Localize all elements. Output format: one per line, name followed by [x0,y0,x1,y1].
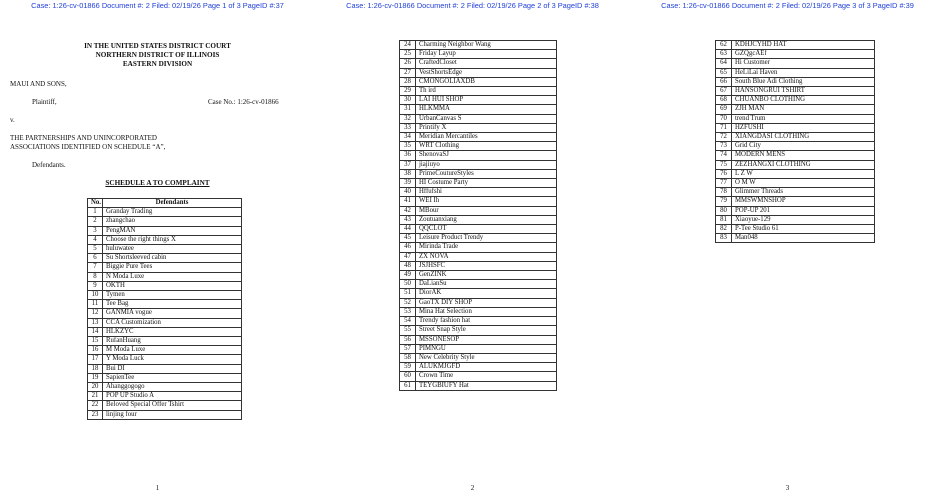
court-caption [0,42,315,69]
defendant-name: Friday Layup [416,50,557,59]
document-page-3 [630,0,945,495]
defendant-name: UrbanCanvas S [416,114,557,123]
defendant-name: HLKZYC [103,327,242,336]
table-row [88,208,242,217]
defendant-name: WEI Ih [416,197,557,206]
defendant-number: 27 [400,68,416,77]
table-row [716,169,875,178]
defendant-name: ShenovaSJ [416,151,557,160]
defendant-number: 56 [400,335,416,344]
table-row [716,105,875,114]
case-header: Case: 1:26-cv-01866 Document #: 2 Filed: 02/19/26 Page 3 of 3 PageID #:39 [661,1,914,10]
defendant-name: Xiaoyue-129 [732,215,875,224]
defendant-number: 52 [400,298,416,307]
table-row [400,271,557,280]
plaintiff-role: Plaintiff, [32,98,57,106]
court-division: EASTERN DIVISION [122,60,193,68]
page-number: 3 [785,484,790,492]
table-row [400,96,557,105]
table-row [400,68,557,77]
defendant-number: 55 [400,326,416,335]
defendant-name: MBour [416,206,557,215]
defendant-number: 19 [88,373,103,382]
defendant-number: 40 [400,188,416,197]
table-row [400,234,557,243]
defendants-caption-line1: THE PARTNERSHIPS AND UNINCORPORATED [10,134,157,142]
table-row [88,355,242,364]
defendant-number: 65 [716,68,732,77]
table-row [400,59,557,68]
table-row [716,151,875,160]
table-row [716,133,875,142]
defendant-name: Y Moda Luck [103,355,242,364]
defendants-caption-line2: ASSOCIATIONS IDENTIFIED ON SCHEDULE “A”, [10,143,166,151]
table-row [400,289,557,298]
court-name: IN THE UNITED STATES DISTRICT COURT [84,42,231,50]
defendant-number: 22 [88,401,103,410]
table-row [88,346,242,355]
column-header-defendants: Defendants [103,199,242,208]
defendant-number: 23 [88,410,103,419]
table-row [88,254,242,263]
defendant-number: 75 [716,160,732,169]
defendant-number: 60 [400,372,416,381]
defendant-number: 37 [400,160,416,169]
defendant-name: PengMAN [103,226,242,235]
table-row [716,197,875,206]
defendant-name: P-Tee Studio 61 [732,225,875,234]
defendant-number: 3 [88,226,103,235]
defendant-number: 53 [400,307,416,316]
defendant-name: GANMIA vogue [103,309,242,318]
table-row [400,160,557,169]
defendant-name: HZFUSHI [732,123,875,132]
page-number: 2 [470,484,475,492]
defendant-number: 51 [400,289,416,298]
table-row [88,263,242,272]
defendant-name: Hffufshi [416,188,557,197]
defendant-name: Meridian Mercantiles [416,133,557,142]
defendant-number: 25 [400,50,416,59]
defendant-name: MODERN MENS [732,151,875,160]
defendant-number: 42 [400,206,416,215]
defendant-number: 58 [400,353,416,362]
defendant-name: Printify X [416,123,557,132]
defendant-number: 17 [88,355,103,364]
defendant-number: 28 [400,77,416,86]
defendant-name: New Celebrity Style [416,353,557,362]
table-row [400,188,557,197]
table-row [88,373,242,382]
page-number: 1 [155,484,160,492]
defendant-number: 67 [716,87,732,96]
table-row [88,364,242,373]
defendant-number: 54 [400,317,416,326]
defendant-number: 62 [716,41,732,50]
defendant-name: Crown Time [416,372,557,381]
defendant-name: CMONGOLIAXDB [416,77,557,86]
table-row [716,41,875,50]
defendant-name: XIANGDASI CLOTHING [732,133,875,142]
court-district: NORTHERN DISTRICT OF ILLINOIS [95,51,220,59]
defendant-number: 7 [88,263,103,272]
defendant-name: SapienTee [103,373,242,382]
defendant-name: PrimeCoutureStyles [416,169,557,178]
table-row [88,235,242,244]
table-row [88,272,242,281]
table-row [716,188,875,197]
defendant-number: 39 [400,179,416,188]
table-row [400,280,557,289]
defendant-number: 76 [716,169,732,178]
table-row [716,59,875,68]
defendants-table [715,40,875,243]
defendant-name: Th ird [416,87,557,96]
table-row [400,179,557,188]
table-row [88,281,242,290]
table-row [716,234,875,243]
defendant-name: OKTH [103,281,242,290]
table-row [400,307,557,316]
column-header-no: No. [88,199,103,208]
table-row [88,217,242,226]
defendant-name: Tee Bag [103,300,242,309]
table-row [716,114,875,123]
defendant-number: 21 [88,392,103,401]
defendant-number: 41 [400,197,416,206]
table-row [716,160,875,169]
table-row [716,68,875,77]
defendant-number: 18 [88,364,103,373]
table-row [400,261,557,270]
table-row [716,215,875,224]
defendant-name: linjing four [103,410,242,419]
table-row [716,87,875,96]
document-page-2 [315,0,630,495]
defendant-number: 43 [400,215,416,224]
table-row [88,410,242,419]
defendant-number: 1 [88,208,103,217]
table-row [400,335,557,344]
defendant-number: 48 [400,261,416,270]
defendant-name: L Z W [732,169,875,178]
defendant-number: 70 [716,114,732,123]
defendant-number: 13 [88,318,103,327]
table-row [400,243,557,252]
defendant-name: POP UP Studio A [103,392,242,401]
defendant-name: Beloved Special Offer Tshirt [103,401,242,410]
table-row [400,206,557,215]
defendant-name: Charming Neighbor Wang [416,41,557,50]
defendant-number: 4 [88,235,103,244]
defendant-name: Biggie Pure Tees [103,263,242,272]
defendant-name: Tymen [103,291,242,300]
defendant-name: Street Snap Style [416,326,557,335]
defendant-name: Bui DI [103,364,242,373]
defendant-number: 46 [400,243,416,252]
defendant-name: GaoTX DIY SHOP [416,298,557,307]
defendant-name: VestShortsEdge [416,68,557,77]
defendant-number: 82 [716,225,732,234]
table-row [400,215,557,224]
defendant-number: 2 [88,217,103,226]
defendant-number: 11 [88,300,103,309]
table-row [400,197,557,206]
table-row [400,123,557,132]
defendant-name: MSSONESOP [416,335,557,344]
table-row [716,77,875,86]
defendant-name: Hi Customer [732,59,875,68]
table-row [400,353,557,362]
table-row [400,142,557,151]
table-row [400,41,557,50]
table-row [88,327,242,336]
defendant-number: 66 [716,77,732,86]
defendant-number: 83 [716,234,732,243]
table-row [400,381,557,390]
defendant-number: 72 [716,133,732,142]
defendant-number: 57 [400,344,416,353]
table-row [400,87,557,96]
defendant-name: Granday Trading [103,208,242,217]
defendant-number: 8 [88,272,103,281]
defendant-number: 5 [88,245,103,254]
defendant-name: Trendy fashion hat [416,317,557,326]
table-row [400,105,557,114]
table-row [88,309,242,318]
table-row [88,383,242,392]
defendant-name: POP-UP 201 [732,206,875,215]
defendant-number: 6 [88,254,103,263]
defendant-name: Leisure Product Trendy [416,234,557,243]
defendant-name: HeLiLai Haven [732,68,875,77]
defendant-number: 63 [716,50,732,59]
defendant-number: 9 [88,281,103,290]
defendant-name: ZEZHANGXI CLOTHING [732,160,875,169]
defendant-name: South Blue Adi Clothing [732,77,875,86]
defendant-name: DiorAK [416,289,557,298]
defendant-number: 49 [400,271,416,280]
table-row [400,326,557,335]
defendant-name: GZQgcAEf [732,50,875,59]
defendant-number: 81 [716,215,732,224]
defendant-number: 12 [88,309,103,318]
defendants-role: Defendants. [32,161,66,169]
table-row [400,344,557,353]
defendant-name: Man048 [732,234,875,243]
table-row [400,50,557,59]
defendant-name: CraftedCloset [416,59,557,68]
defendant-name: Mina Hat Selection [416,307,557,316]
table-row [716,225,875,234]
table-row [88,291,242,300]
defendant-name: DaLianSu [416,280,557,289]
defendant-number: 10 [88,291,103,300]
table-row [400,372,557,381]
defendant-name: jiajiuyo [416,160,557,169]
defendant-name: Zoutuanxiang [416,215,557,224]
defendant-number: 71 [716,123,732,132]
defendant-name: Ahanggogogo [103,383,242,392]
case-number: Case No.: 1:26-cv-01866 [208,98,279,106]
defendant-name: Mirinda Trade [416,243,557,252]
defendant-name: WRT Clothing [416,142,557,151]
table-row [88,337,242,346]
defendant-name: PIMNGU [416,344,557,353]
defendant-number: 30 [400,96,416,105]
case-header: Case: 1:26-cv-01866 Document #: 2 Filed: 02/19/26 Page 2 of 3 PageID #:38 [346,1,599,10]
defendant-number: 73 [716,142,732,151]
defendant-number: 50 [400,280,416,289]
defendant-number: 59 [400,363,416,372]
versus: v. [10,116,15,124]
table-row [88,318,242,327]
defendant-number: 38 [400,169,416,178]
table-row [716,206,875,215]
table-row [400,114,557,123]
defendant-number: 64 [716,59,732,68]
table-row [400,317,557,326]
table-row [400,151,557,160]
defendant-name: QQCLOT [416,225,557,234]
table-row [400,363,557,372]
table-row [716,179,875,188]
defendant-name: RufanHuang [103,337,242,346]
defendant-name: O M W [732,179,875,188]
table-row [716,50,875,59]
document-page-1 [0,0,315,495]
table-row [716,96,875,105]
defendant-name: TEYGBIUFY Hat [416,381,557,390]
defendant-number: 16 [88,346,103,355]
defendant-number: 15 [88,337,103,346]
table-row [88,392,242,401]
defendant-number: 68 [716,96,732,105]
schedule-title: SCHEDULE A TO COMPLAINT [105,179,210,187]
defendant-number: 29 [400,87,416,96]
case-header: Case: 1:26-cv-01866 Document #: 2 Filed: 02/19/26 Page 1 of 3 PageID #:37 [31,1,284,10]
defendant-number: 47 [400,252,416,261]
defendant-name: JSJHSFC [416,261,557,270]
defendant-number: 80 [716,206,732,215]
defendant-name: HI Costume Party [416,179,557,188]
defendant-number: 33 [400,123,416,132]
table-row [716,142,875,151]
defendant-name: HANSONGRUI TSHIRT [732,87,875,96]
defendant-name: M Moda Luxe [103,346,242,355]
defendant-name: LAI HUI SHOP [416,96,557,105]
defendant-name: Su Shortsleeved cabin [103,254,242,263]
defendant-number: 34 [400,133,416,142]
defendant-name: MMSWMNSHOP [732,197,875,206]
defendant-number: 36 [400,151,416,160]
defendant-number: 32 [400,114,416,123]
defendant-number: 77 [716,179,732,188]
defendant-name: Choose the right things X [103,235,242,244]
defendant-number: 26 [400,59,416,68]
defendants-table [87,198,242,420]
table-row [400,133,557,142]
defendant-name: Glimmer Threads [732,188,875,197]
table-row [400,225,557,234]
defendant-number: 24 [400,41,416,50]
table-header-row [88,199,242,208]
defendant-number: 74 [716,151,732,160]
defendant-name: Grid City [732,142,875,151]
defendant-name: CCA Customization [103,318,242,327]
table-row [88,245,242,254]
defendants-table [399,40,557,391]
defendant-number: 45 [400,234,416,243]
defendant-name: N Moda Luxe [103,272,242,281]
defendant-name: ZJH MAN [732,105,875,114]
defendant-name: GenZINK [416,271,557,280]
defendant-number: 61 [400,381,416,390]
defendant-name: CHUANBO CLOTHING [732,96,875,105]
defendant-number: 79 [716,197,732,206]
table-row [400,298,557,307]
defendant-name: zhangchao [103,217,242,226]
plaintiff-name: MAUI AND SONS, [10,80,67,88]
table-row [88,300,242,309]
defendant-name: ZX NOVA [416,252,557,261]
defendant-number: 31 [400,105,416,114]
table-row [88,401,242,410]
table-row [400,252,557,261]
defendant-number: 44 [400,225,416,234]
defendant-name: huluwatee [103,245,242,254]
table-row [400,169,557,178]
table-row [88,226,242,235]
defendant-name: KDHJCYHD HAT [732,41,875,50]
table-row [400,77,557,86]
defendant-number: 69 [716,105,732,114]
defendant-number: 35 [400,142,416,151]
table-row [716,123,875,132]
defendant-number: 14 [88,327,103,336]
defendant-name: trend Trum [732,114,875,123]
defendant-number: 78 [716,188,732,197]
defendant-name: HLKMMA [416,105,557,114]
defendant-name: ALUKMJGFD [416,363,557,372]
defendant-number: 20 [88,383,103,392]
